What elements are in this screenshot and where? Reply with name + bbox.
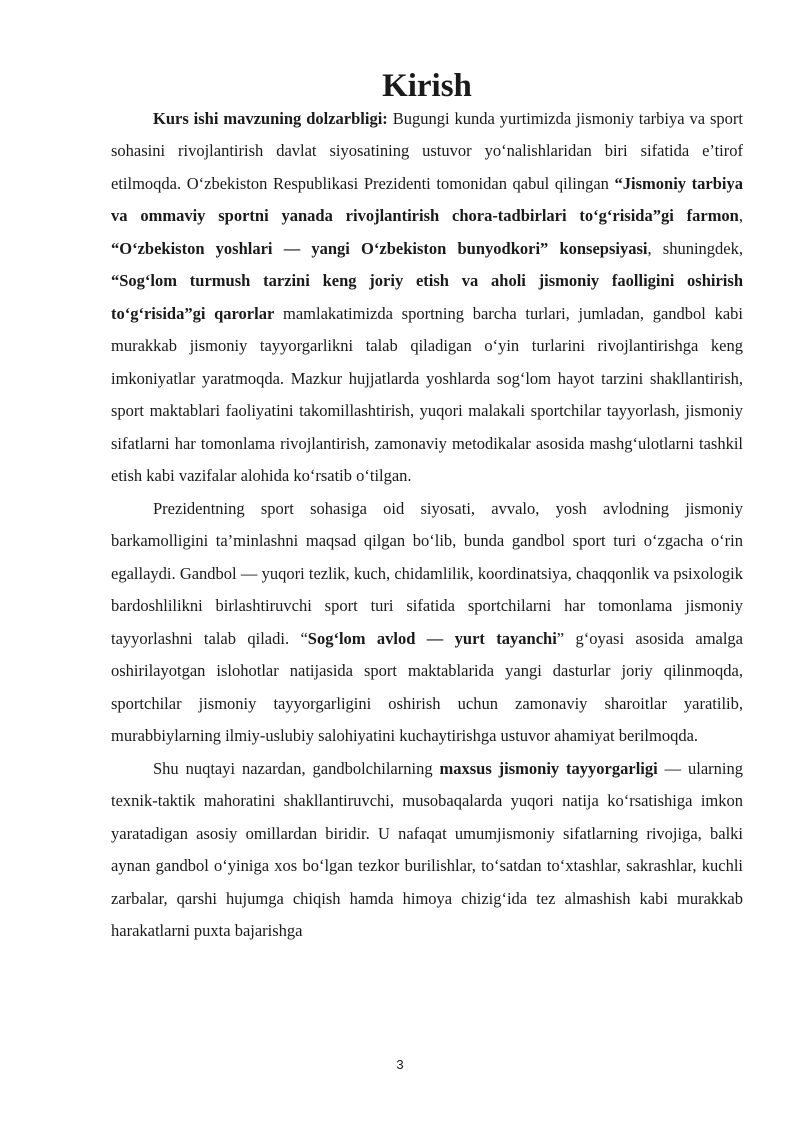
decree-title: “Jismoniy tarbiya va ommaviy sportni yanada rivojlantirish chora-tadbirlari to‘g‘risida”gi farmon [111, 173, 743, 225]
paragraph-text: Shu nuqtayi nazardan, gandbolchilarning [153, 758, 440, 778]
paragraph-relevance [111, 103, 743, 493]
page-number: 3 [396, 1057, 404, 1072]
resolutions-title: “Sog‘lom turmush tarzini keng joriy etish va aholi jismoniy faolligini oshirish to‘g‘risida”gi qarorlar [111, 271, 743, 323]
slogan-text: Sog‘lom avlod — yurt tayanchi [307, 628, 557, 648]
concept-title: “O‘zbekiston yoshlari — yangi O‘zbekiston bunyodkori” konsepsiyasi [111, 238, 648, 258]
paragraph-text: Prezidentning sport sohasiga oid siyosati, avvalo, yosh avlodning jismoniy barkamolligini ta’minlashni maqsad qilgan bo‘lib, bunda gandbol sport turi o‘zgacha o‘rin egallaydi. Gandbol — yuqori tezlik, kuch, chidamlilik, koordinatsiya, chaqqonlik va psixologik bardoshlilikni birlashtiruvchi sport turi sifatida sportchilarni har tomonlama jismoniy tayyorlashni talab qiladi. “ [111, 498, 743, 648]
paragraph-training [111, 753, 743, 948]
paragraph-policy [111, 493, 743, 753]
paragraph-text: , shuningdek, [647, 238, 743, 258]
paragraph-text: ” g‘oyasi asosida amalga oshirilayotgan islohotlar natijasida sport maktablarida yangi dasturlar joriy qilinmoqda, sportchilar jismoniy tayyorgarligini oshirish uchun zamonaviy sharoitlar yaratilib, murabbiylarning ilmiy-uslubiy salohiyatini kuchaytirishga ustuvor ahamiyat berilmoqda. [111, 628, 744, 745]
relevance-lead: Kurs ishi mavzuning dolzarbligi: [153, 108, 388, 128]
paragraph-text: mamlakatimizda sportning barcha turlari, jumladan, gandbol kabi murakkab jismoniy tayyorgarlikni talab qiladigan o‘yin turlarini rivojlantirishga keng imkoniyatlar yaratmoqda. Mazkur hujjatlarda yoshlarda sog‘lom hayot tarzini shakllantirish, sport maktablari faoliyatini takomillashtirish, yuqori malakali sportchilar tayyorlash, jismoniy sifatlarni har tomonlama rivojlantirish, zamonaviy metodikalar asosida mashg‘ulotlarni tashkil etish kabi vazifalar alohida ko‘rsatib o‘tilgan. [111, 303, 743, 485]
section-heading: Kirish [382, 68, 472, 104]
paragraph-text: Bugungi kunda yurtimizda jismoniy tarbiya va sport sohasini rivojlantirish davlat siyosatining ustuvor yo‘nalishlaridan biri sifatida e’tirof etilmoqda. O‘zbekiston Respublikasi Prezidenti tomonidan qabul qilingan [111, 108, 743, 193]
document-page [111, 70, 743, 948]
key-term: maxsus jismoniy tayyorgarligi [439, 758, 658, 778]
paragraph-text: , [738, 206, 743, 225]
paragraph-text: — ularning texnik-taktik mahoratini shakllantiruvchi, musobaqalarda yuqori natija ko‘rsatishiga imkon yaratadigan asosiy omillardan biridir. U nafaqat umumjismoniy sifatlarning rivojiga, balki aynan gandbol o‘yiniga xos bo‘lgan tezkor burilishlar, to‘satdan to‘xtashlar, sakrashlar, kuchli zarbalar, qarshi hujumga chiqish hamda himoya chizig‘ida tez almashish kabi murakkab harakatlarni puxta bajarishga [111, 758, 743, 940]
